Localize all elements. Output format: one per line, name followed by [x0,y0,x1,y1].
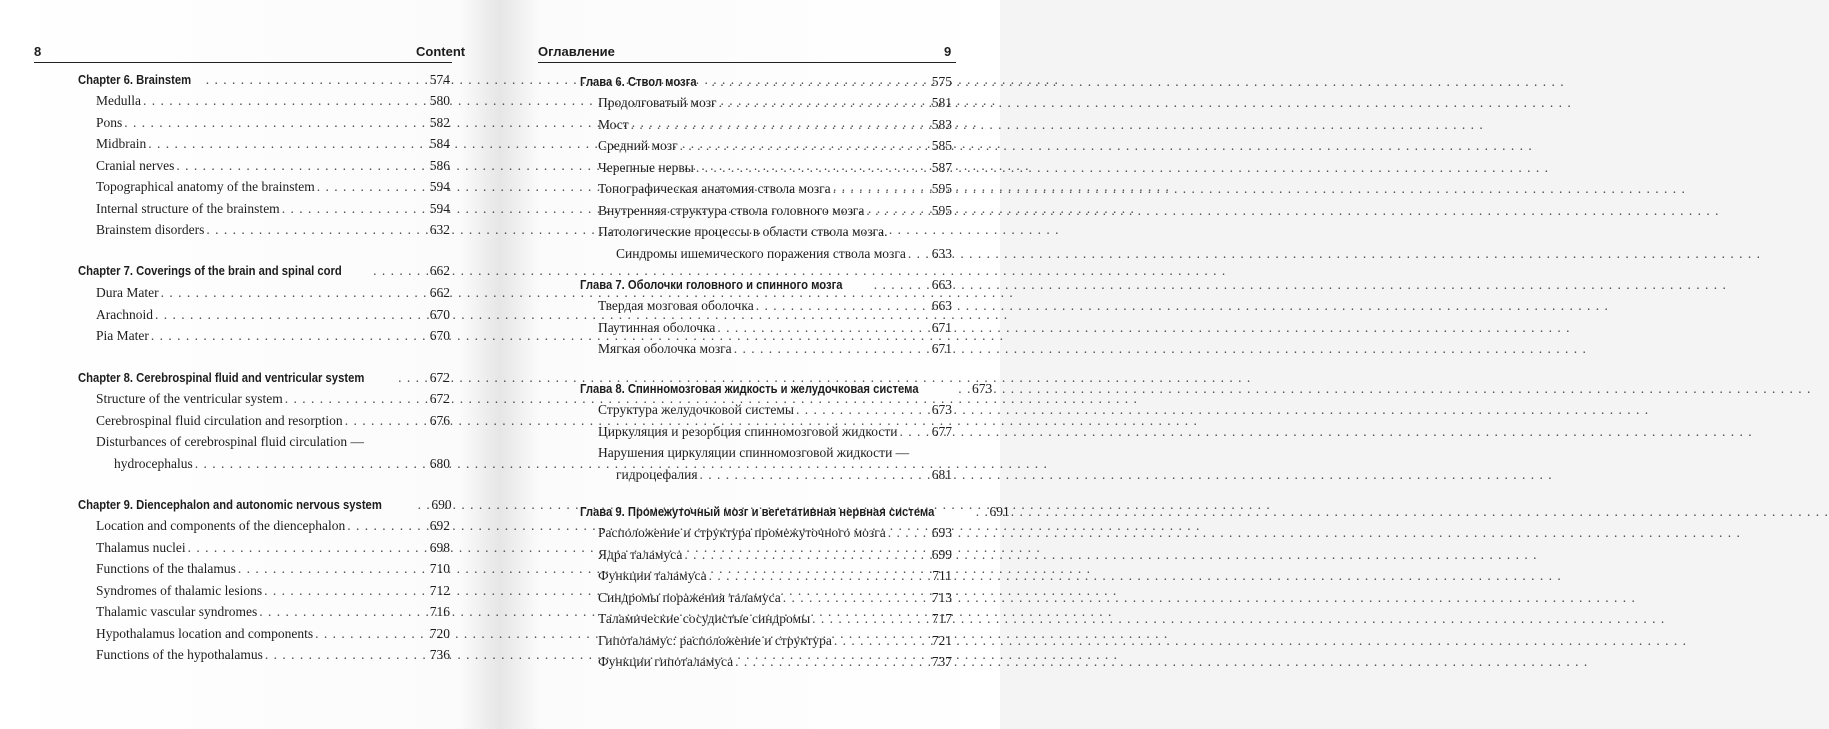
right-toc-chapter-6 [580,74,952,95]
toc-chapter-title: Chapter 6. Brainstem . . . 574 [78,72,450,93]
toc-item: Arachnoid . . . 670 [96,307,450,329]
left-toc-chapter-7 [78,263,450,284]
toc-item-multiline-head: Disturbances of cerebrospinal fluid circulation — [96,434,365,449]
toc-item: Structure of the ventricular system . . . 672 [96,391,450,413]
toc-item: Topographical anatomy of the brainstem . . . 594 [96,179,450,201]
toc-item-continuation: hydrocephalus . . . 680 [96,456,450,478]
toc-item: Ядра таламуса . . . 699 [598,547,952,569]
right-header-rule [538,62,956,63]
toc-item: Syndromes of thalamic lesions . . . 712 [96,583,450,605]
toc-item: Продолговатый мозг . . . 581 [598,95,952,117]
toc-chapter-title: Глава 7. Оболочки головного и спинного мозга . . . 663 [580,277,952,298]
left-toc-chapter-6-items [96,93,450,244]
left-running-head: Content [416,44,466,59]
toc-chapter-title: Chapter 9. Diencephalon and autonomic nervous system . . . 690 [78,497,450,518]
toc-item: Functions of the hypothalamus . . . 736 [96,647,450,669]
right-toc-chapter-6-items [598,95,952,267]
toc-item-continuation: гидроцефалия . . . 681 [598,467,952,489]
toc-item: Средний мозг . . . 585 [598,138,952,160]
toc-item-multiline-head: Нарушения циркуляции спинномозговой жидкости — [598,445,910,460]
left-page-number: 8 [34,44,42,59]
right-toc-chapter-8-items [598,402,952,488]
toc-chapter-title: Chapter 7. Coverings of the brain and spinal cord . . . 662 [78,263,450,284]
toc-item: Location and components of the diencephalon . . . 692 [96,518,450,540]
left-toc-chapter-7-items [96,285,450,350]
toc-item: Midbrain . . . 584 [96,136,450,158]
toc-item: Medulla . . . 580 [96,93,450,115]
right-toc-chapter-8 [580,381,993,402]
toc-item: Thalamic vascular syndromes . . . 716 [96,604,450,626]
right-toc-chapter-9 [580,504,1010,525]
left-toc-chapter-9 [78,497,450,518]
right-running-head: Оглавление [538,44,615,59]
toc-item: Hypothalamus location and components . . . 720 [96,626,450,648]
toc-item: Черепные нервы . . . 587 [598,160,952,182]
toc-chapter-title: Глава 8. Спинномозговая жидкость и желудочковая система . . . 673 [580,381,952,402]
toc-item: Таламические сосудистые синдромы . . . 717 [598,611,952,633]
toc-chapter-title: Глава 9. Промежуточный мозг и вегетативная нервная система . . . 691 [580,504,952,525]
toc-item: Паутинная оболочка . . . 671 [598,320,952,342]
toc-item: Циркуляция и резорбция спинномозговой жидкости . . . 677 [598,424,952,446]
toc-item: Cerebrospinal fluid circulation and resorption . . . 676 [96,413,450,435]
right-page-number: 9 [944,44,952,59]
toc-item: Гипоталамус: расположение и структура . . . 721 [598,633,952,655]
toc-item-multiline-head: Патологические процессы в области ствола мозга. [598,224,888,239]
left-toc-chapter-8 [78,370,450,391]
right-page [500,0,1010,729]
toc-item: Твердая мозговая оболочка . . . 663 [598,298,952,320]
left-toc-chapter-6 [78,72,450,93]
toc-item: Dura Mater . . . 662 [96,285,450,307]
toc-item: Brainstem disorders . . . 632 [96,222,450,244]
toc-item: Мост . . . 583 [598,117,952,139]
right-toc-chapter-7-items [598,298,952,363]
toc-item: Functions of the thalamus . . . 710 [96,561,450,583]
toc-item: Расположение и структура промежуточного мозга . . . 693 [598,525,952,547]
toc-item: Внутренняя структура ствола головного мозга . . . 595 [598,203,952,225]
toc-chapter-title: Глава 6. Ствол мозга . . . 575 [580,74,952,95]
toc-item: Функции гипоталамуса . . . 737 [598,654,952,676]
left-header-rule [34,62,452,63]
toc-item: Internal structure of the brainstem . . . 594 [96,201,450,223]
left-page [0,0,500,729]
toc-item: Pons . . . 582 [96,115,450,137]
right-toc-chapter-7 [580,277,952,298]
toc-item-continuation: Синдромы ишемического поражения ствола мозга . . . 633 [598,246,952,268]
right-toc-chapter-9-items [598,525,952,676]
left-toc-chapter-8-items [96,391,450,477]
toc-item: Структура желудочковой системы . . . 673 [598,402,952,424]
toc-item: Pia Mater . . . 670 [96,328,450,350]
toc-item: Топографическая анатомия ствола мозга . . . 595 [598,181,952,203]
toc-item: Функции таламуса . . . 711 [598,568,952,590]
left-toc-chapter-9-items [96,518,450,669]
toc-item: Мягкая оболочка мозга . . . 671 [598,341,952,363]
toc-item: Thalamus nuclei . . . 698 [96,540,450,562]
toc-item: Синдромы поражения таламуса . . . 713 [598,590,952,612]
toc-chapter-title: Chapter 8. Cerebrospinal fluid and ventricular system . . . 672 [78,370,450,391]
toc-item: Cranial nerves . . . 586 [96,158,450,180]
